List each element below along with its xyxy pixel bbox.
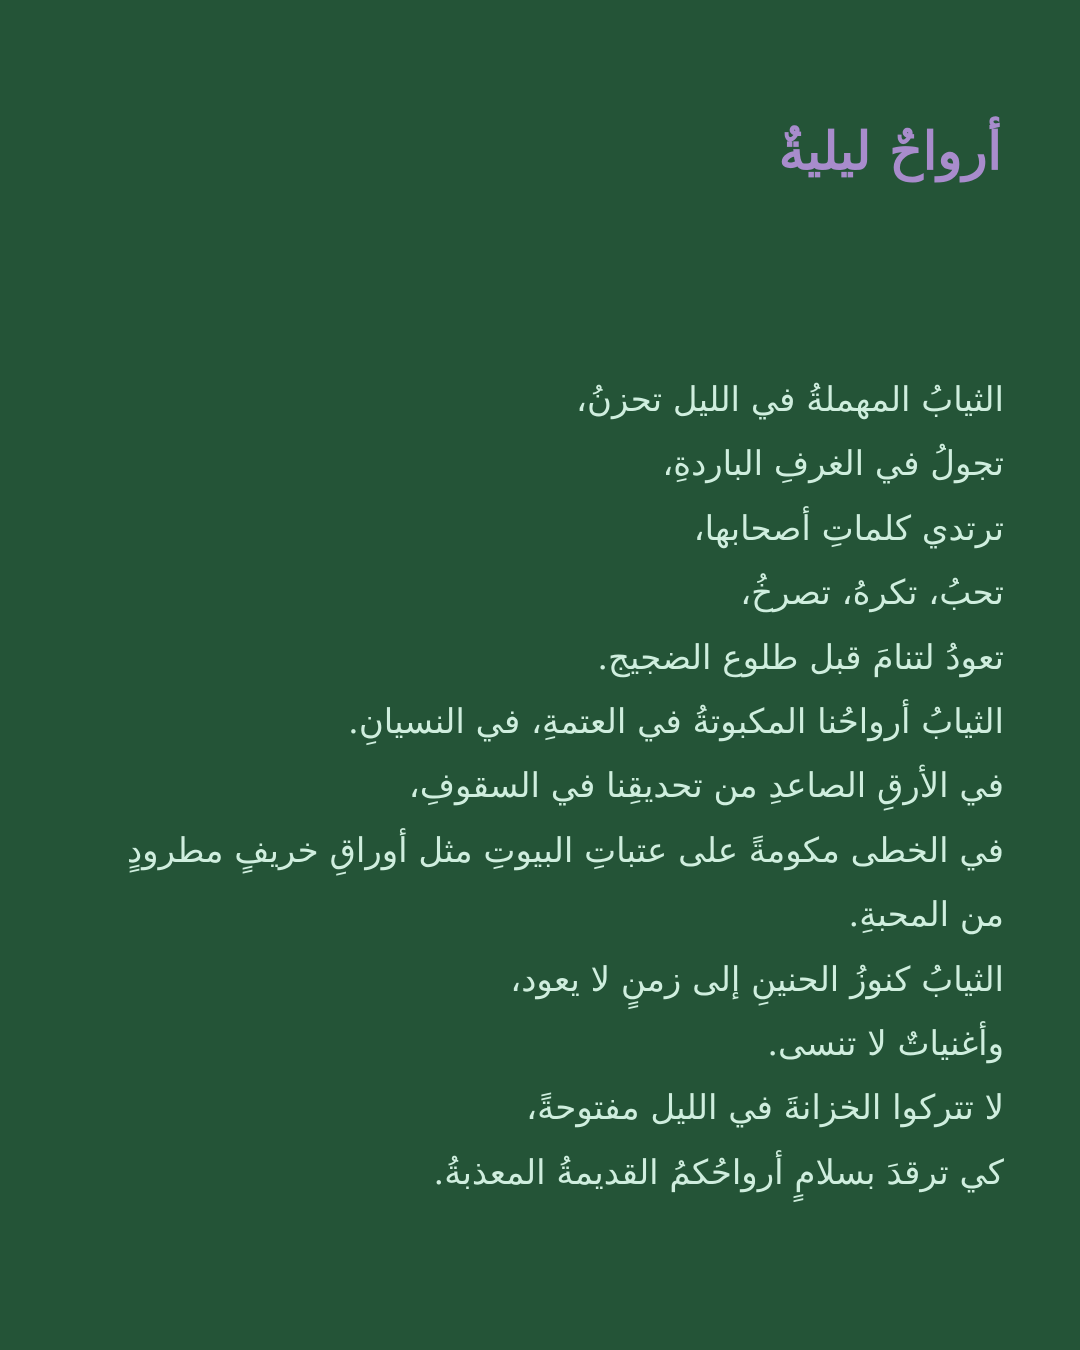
poem-title: أرواحٌ ليليةٌ [778, 121, 1002, 182]
poem-line: لا تتركوا الخزانةَ في الليل مفتوحةً، [526, 1088, 1004, 1129]
poem-line: في الأرقِ الصاعدِ من تحديقِنا في السقوفِ، [408, 766, 1004, 807]
poem-line: تحبُ، تكرهُ، تصرخُ، [740, 573, 1004, 614]
poem-line: الثيابُ المهملةُ في الليل تحزنُ، [576, 380, 1004, 420]
poem-body [64, 368, 1004, 1205]
poem-line: تعودُ لتنامَ قبل طلوع الضجيج. [597, 637, 1004, 678]
poem-line: في الخطى مكومةً على عتباتِ البيوتِ مثل أوراقِ خريفٍ مطرودٍ [127, 830, 1004, 871]
poem-line: وأغنياتٌ لا تنسى. [767, 1023, 1004, 1064]
poem-line: الثيابُ أرواحُنا المكبوتةُ في العتمةِ، في النسيانِ. [348, 701, 1004, 742]
poem-line: تجولُ في الغرفِ الباردةِ، [662, 444, 1004, 485]
poem-line: الثيابُ كنوزُ الحنينِ إلى زمنٍ لا يعود، [510, 959, 1004, 1000]
poem-line: ترتدي كلماتِ أصحابها، [693, 508, 1004, 549]
poem-line: من المحبةِ. [848, 895, 1004, 936]
poem-line: كي ترقدَ بسلامٍ أرواحُكمُ القديمةُ المعذبةُ. [433, 1152, 1004, 1193]
